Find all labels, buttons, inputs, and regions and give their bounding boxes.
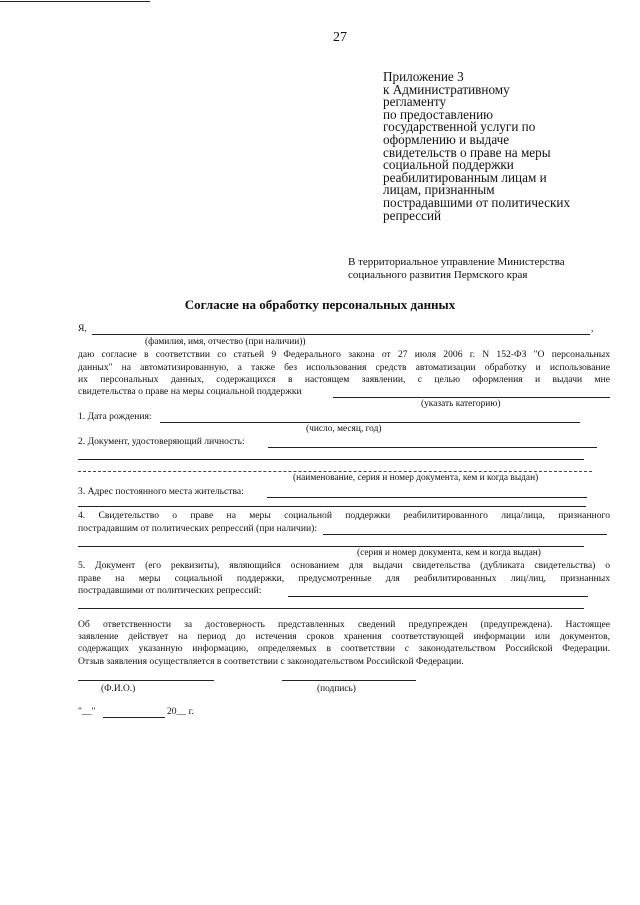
fio-signature-line[interactable] [78, 680, 214, 681]
consent-line: даю согласие в соответствии со статьей 9 Федерального закона от 27 июля 2006 г. N 152-ФЗ "О персональных [78, 349, 610, 360]
address-label: 3. Адрес постоянного места жительства: [78, 486, 244, 497]
responsibility-line: заявление действует на период до истечения сроков хранения соответствующей информации или документов, [78, 631, 610, 643]
appendix-line: Приложение 3 [383, 69, 464, 84]
id-document-input-line-3[interactable] [78, 471, 592, 472]
basis-input-line-2[interactable] [78, 608, 584, 609]
consent-line-last: свидетельства о праве на меры социальной поддержки [78, 386, 302, 397]
certificate-line-2: пострадавшим от политических репрессий (при наличии): [78, 523, 318, 534]
ya-label: Я, [78, 323, 87, 334]
address-input-line-2[interactable] [78, 506, 586, 507]
appendix-line: реабилитированным лицам и [383, 169, 547, 185]
address-input-line[interactable] [267, 497, 587, 498]
consent-line: их персональных данных, содержащихся в настоящем заявлении, с целью оформления и выдачи мне [78, 374, 610, 385]
appendix-line: оформлению и выдаче [383, 131, 510, 147]
appendix-line: к Административному [383, 81, 510, 97]
appendix-line: по предоставлению [383, 106, 493, 122]
date-quote: "__" [78, 706, 96, 717]
comma: , [591, 323, 594, 334]
appendix-line: социальной поддержки [383, 157, 514, 173]
sign-signature-line[interactable] [282, 680, 416, 681]
certificate-input-line-2[interactable] [78, 546, 584, 547]
fio-input-line[interactable] [92, 334, 590, 335]
id-document-hint: (наименование, серия и номер документа, кем и когда выдан) [293, 473, 539, 483]
addressee-block [348, 256, 565, 283]
appendix-line: свидетельств о праве на меры [383, 144, 551, 160]
id-document-input-line-2[interactable] [78, 459, 584, 460]
appendix-line: лицам, признанным [383, 182, 495, 198]
addressee-line: социального развития Пермского края [348, 269, 528, 282]
basis-line: праве на меры социальной поддержки, предусмотренные для реабилитированных лиц/лиц, признанных [78, 572, 610, 584]
id-document-label: 2. Документ, удостоверяющий личность: [78, 436, 245, 447]
responsibility-line-last: Отзыв заявления осуществляется в соответствии с законодательством Российской Федерации. [78, 655, 464, 667]
appendix-line: репрессий [383, 207, 442, 223]
fio-hint: (фамилия, имя, отчество (при наличии)) [145, 337, 306, 347]
date-year: 20__ г. [167, 706, 194, 717]
basis-input-line[interactable] [288, 596, 588, 597]
basis-line-3: пострадавшими от политических репрессий: [78, 585, 262, 596]
category-hint: (указать категорию) [421, 399, 501, 409]
top-rule [0, 1, 150, 2]
responsibility-paragraph [78, 619, 610, 668]
category-input-line[interactable] [333, 397, 610, 398]
date-month-line[interactable] [103, 717, 165, 718]
certificate-input-line[interactable] [323, 534, 607, 535]
id-document-input-line[interactable] [268, 447, 597, 448]
basis-line: 5. Документ (его реквизиты), являющийся основанием для выдачи свидетельства (дубликата свидетельства) о [78, 560, 610, 571]
birth-date-label: 1. Дата рождения: [78, 411, 152, 422]
fio-label: (Ф.И.О.) [101, 684, 136, 694]
birth-date-hint: (число, месяц, год) [306, 424, 382, 434]
page-number: 27 [333, 30, 347, 45]
appendix-line: государственной услуги по [383, 119, 536, 135]
addressee-line: В территориальное управление Министерства [348, 256, 565, 268]
consent-line: данных" на автоматизированную, а также без использования средств автоматизации обработку и использование [78, 361, 610, 373]
certificate-hint: (серия и номер документа, кем и когда выдан) [357, 548, 541, 558]
appendix-block [383, 71, 570, 222]
responsibility-line: содержащих указанную информацию, определяемых в соответствии с законодательством Российской Федерации. [78, 643, 610, 655]
sign-label: (подпись) [317, 684, 356, 694]
document-title: Согласие на обработку персональных данных [184, 297, 456, 312]
appendix-line: пострадавшими от политических [383, 194, 571, 210]
responsibility-line: Об ответственности за достоверность представленных сведений предупрежден (предупреждена). Настоящее [78, 619, 610, 630]
certificate-line: 4. Свидетельство о праве на меры социальной поддержки реабилитированного лица/лица, признанного [78, 510, 610, 521]
appendix-line: регламенту [383, 94, 447, 110]
birth-date-input-line[interactable] [160, 422, 580, 423]
